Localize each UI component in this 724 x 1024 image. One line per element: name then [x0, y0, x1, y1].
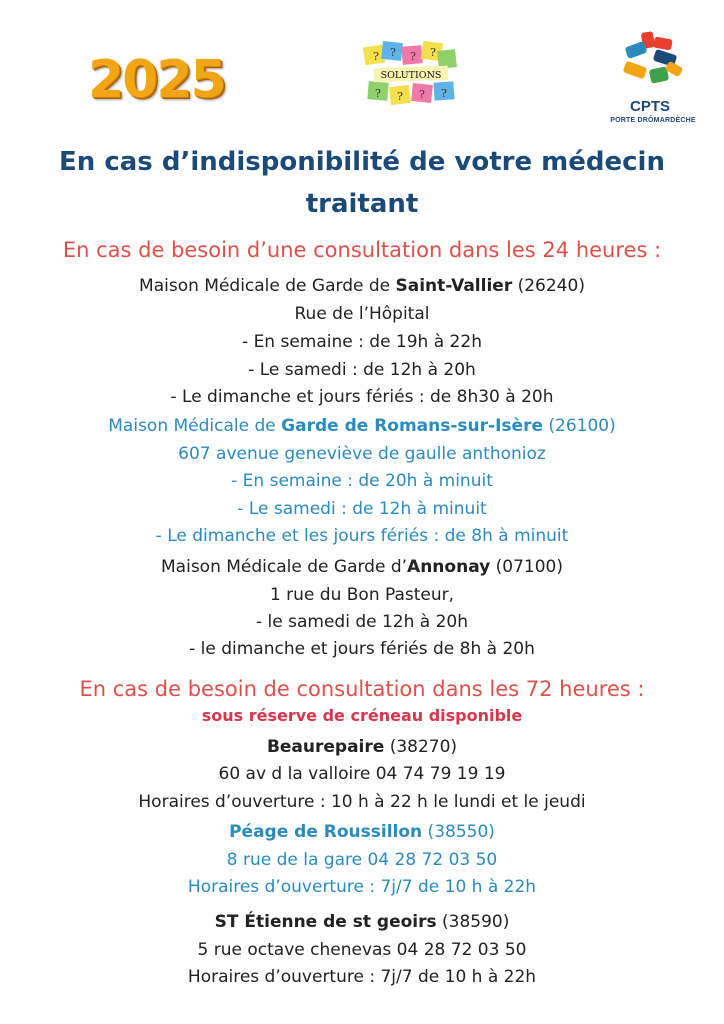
saint-vallier-hours-week: - En semaine : de 19h à 22h — [242, 332, 482, 352]
section-72h-heading: En cas de besoin de consultation dans les 72 heures : — [79, 677, 645, 701]
cpts-emblem-icon — [604, 30, 696, 96]
cpts-name: CPTS — [629, 98, 670, 115]
svg-text:?: ? — [430, 46, 436, 59]
st-etienne-name: ST Étienne de st geoirs (38590) — [214, 912, 510, 932]
st-etienne-address: 5 rue octave chenevas 04 28 72 03 50 — [197, 940, 527, 960]
beaurepaire-name: Beaurepaire (38270) — [266, 737, 458, 757]
annonay-hours-saturday: - le samedi de 12h à 20h — [255, 612, 469, 632]
romans-name: Maison Médicale de Garde de Romans-sur-Isère (26100) — [108, 416, 616, 436]
romans-hours-week: - En semaine : de 20h à minuit — [231, 471, 493, 491]
svg-text:?: ? — [373, 50, 379, 63]
svg-text:?: ? — [410, 50, 416, 63]
romans-hours-sunday: - Le dimanche et les jours fériés : de 8h à minuit — [155, 526, 569, 546]
solutions-label: SOLUTIONS — [380, 70, 442, 81]
peage-address: 8 rue de la gare 04 28 72 03 50 — [226, 850, 498, 870]
svg-text:?: ? — [375, 87, 381, 100]
page-title — [0, 141, 724, 225]
saint-vallier-hours-sunday: - Le dimanche et jours fériés : de 8h30 à 20h — [170, 387, 554, 407]
svg-text:?: ? — [390, 46, 396, 59]
cpts-subtitle: PORTE DRÔMARDÈCHE — [610, 117, 696, 124]
saint-vallier-address: Rue de l’Hôpital — [294, 304, 430, 324]
romans-address: 607 avenue geneviève de gaulle anthonioz — [178, 444, 546, 464]
peage-hours: Horaires d’ouverture : 7j/7 de 10 h à 22h — [187, 877, 537, 897]
peage-place: Péage de Roussillon — [229, 822, 423, 842]
section-72h-subheading: sous réserve de créneau disponible — [201, 706, 523, 725]
beaurepaire-place: Beaurepaire — [266, 737, 385, 757]
saint-vallier-hours-saturday: - Le samedi : de 12h à 20h — [248, 360, 476, 380]
page-title-line2: traitant — [305, 189, 419, 219]
solutions-sticky-notes-icon — [360, 40, 460, 110]
annonay-place: Annonay — [407, 557, 491, 577]
st-etienne-hours: Horaires d’ouverture : 7j/7 de 10 h à 22h — [187, 967, 537, 987]
year-logo: 2025 — [88, 50, 225, 110]
annonay-name: Maison Médicale de Garde d’Annonay (07100) — [161, 557, 563, 577]
saint-vallier-name: Maison Médicale de Garde de Saint-Vallier (26240) — [139, 276, 585, 296]
cpts-logo — [604, 30, 714, 130]
annonay-hours-sunday: - le dimanche et jours fériés de 8h à 20h — [189, 639, 535, 659]
romans-place: Garde de Romans-sur-Isère — [281, 416, 543, 436]
header — [0, 30, 724, 130]
peage-name: Péage de Roussillon (38550) — [229, 822, 495, 842]
beaurepaire-address: 60 av d la valloire 04 74 79 19 19 — [218, 764, 506, 784]
annonay-address: 1 rue du Bon Pasteur, — [269, 585, 455, 605]
st-etienne-place: ST Étienne de st geoirs — [214, 912, 437, 932]
romans-hours-saturday: - Le samedi : de 12h à minuit — [237, 499, 487, 519]
svg-text:?: ? — [419, 88, 425, 101]
beaurepaire-hours: Horaires d’ouverture : 10 h à 22 h le lundi et le jeudi — [138, 792, 586, 812]
svg-text:?: ? — [397, 90, 403, 103]
section-24h-heading: En cas de besoin d’une consultation dans les 24 heures : — [62, 238, 662, 262]
saint-vallier-place: Saint-Vallier — [395, 276, 513, 296]
svg-text:?: ? — [441, 87, 447, 100]
page-title-line1: En cas d’indisponibilité de votre médecin — [59, 147, 665, 177]
